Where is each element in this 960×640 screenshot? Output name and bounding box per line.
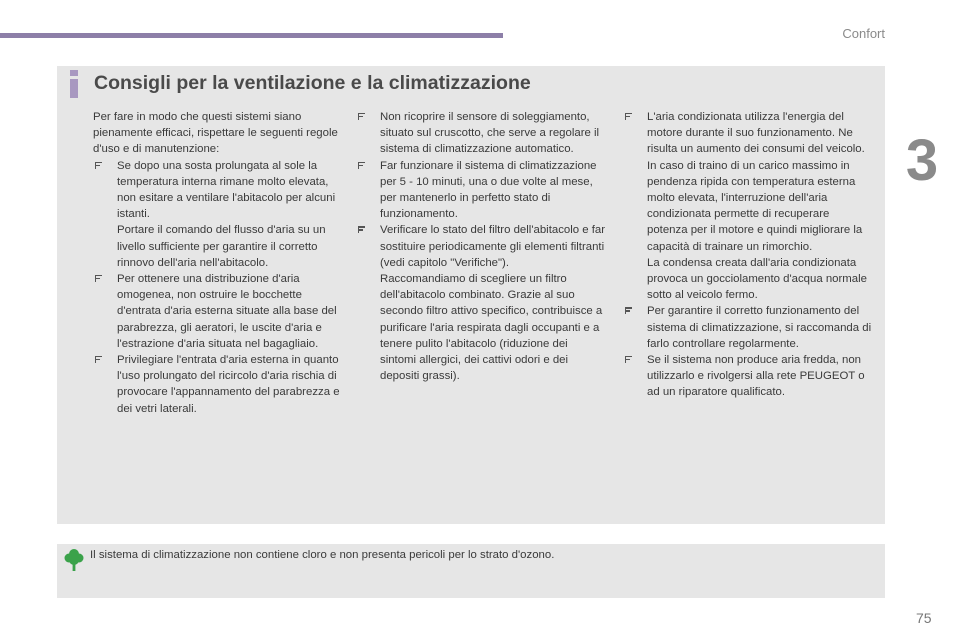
hand-pointer-icon (625, 113, 632, 120)
list-item (623, 352, 873, 401)
list-item-text: Far funzionare il sistema di climatizzazione per 5 - 10 minuti, una o due volte al mese, per mantenerlo in perfetto stato di funzionamento. (380, 159, 597, 221)
header-accent-bar (0, 33, 503, 38)
section-title: Confort (842, 26, 885, 41)
list-item-text: Per garantire il corretto funzionamento del sistema di climatizzazione, si raccomanda di farlo controllare regolarmente. (647, 305, 872, 350)
intro-text: Per fare in modo che questi sistemi siano pienamente efficaci, rispettare le seguenti regole d'uso e di manutenzione: (93, 111, 338, 156)
hand-pointer-icon (95, 162, 102, 169)
list-item-text: La condensa creata dall'aria condizionata provoca un gocciolamento d'acqua normale sotto al veicolo fermo. (647, 256, 867, 302)
chapter-number: 3 (905, 128, 939, 193)
list-item-text: Privilegiare l'entrata d'aria esterna in quanto l'uso prolungato del ricircolo d'aria rischia di provocare l'appannamento del parabrezza e dei vetri laterali. (117, 354, 340, 415)
hand-pointer-icon (358, 113, 365, 120)
advice-column-2 (356, 109, 606, 384)
list-item (623, 109, 873, 303)
list-item-text: Se dopo una sosta prolungata al sole la temperatura interna rimane molto elevata, non esitare a ventilare l'abitacolo per alcuni istanti. (117, 159, 336, 221)
hand-pointer-icon (625, 356, 632, 363)
page-number: 75 (916, 610, 932, 626)
hand-pointer-icon (358, 162, 365, 169)
list-item (356, 158, 606, 223)
list-item-text: Portare il comando del flusso d'aria su un livello sufficiente per garantire il corretto rinnovo dell'aria nell'abitacolo. (117, 224, 326, 269)
list-item-text: Raccomandiamo di scegliere un filtro dell'abitacolo combinato. Grazie al suo secondo filtro attivo specifico, contribuisce a purificare l'aria respirata dagli occupanti e a tenere pulito l'abitacolo (riduzione dei sintomi allergici, dei cattivi odori e dei depositi grassi). (380, 273, 603, 383)
list-item-text: Non ricoprire il sensore di soleggiamento, situato sul cruscotto, che serve a regolare il sistema di climatizzazione automatico. (380, 111, 600, 156)
list-item (356, 109, 606, 158)
list-item-text: L'aria condizionata utilizza l'energia del motore durante il suo funzionamento. Ne risulta un aumento dei consumi del veicolo. (647, 111, 865, 156)
eco-note-text: Il sistema di climatizzazione non contiene cloro e non presenta pericoli per lo strato d'ozono. (90, 549, 555, 561)
list-item (623, 303, 873, 352)
list-item-text: Per ottenere una distribuzione d'aria omogenea, non ostruire le bocchette d'entrata d'aria esterna situate alla base del parabrezza, gli aeratori, le uscite d'aria e l'estrazione d'aria situata nel bagagliaio. (117, 273, 337, 350)
panel-title: Consigli per la ventilazione e la climatizzazione (94, 72, 531, 94)
hand-pointer-icon (358, 226, 365, 233)
hand-pointer-icon (625, 307, 632, 314)
list-item-text: Se il sistema non produce aria fredda, non utilizzarlo e rivolgersi alla rete PEUGEOT o ad un riparatore qualificato. (647, 354, 865, 399)
advice-column-3 (623, 109, 873, 401)
list-item (93, 158, 343, 271)
hand-pointer-icon (95, 275, 102, 282)
hand-pointer-icon (95, 356, 102, 363)
list-item-text: Verificare lo stato del filtro dell'abitacolo e far sostituire periodicamente gli elementi filtranti (vedi capitolo "Verifiche"). (380, 224, 606, 269)
info-icon (68, 70, 80, 98)
list-item (93, 271, 343, 352)
list-item-text: In caso di traino di un carico massimo in pendenza ripida con temperatura esterna molto elevata, l'interruzione dell'aria condizionata permette di recuperare potenza per il motore e quindi migliorare la capacità di trainare un rimorchio. (647, 159, 863, 253)
advice-column-1 (93, 109, 343, 417)
list-item (93, 352, 343, 417)
tree-icon (64, 548, 84, 572)
list-item (356, 222, 606, 384)
